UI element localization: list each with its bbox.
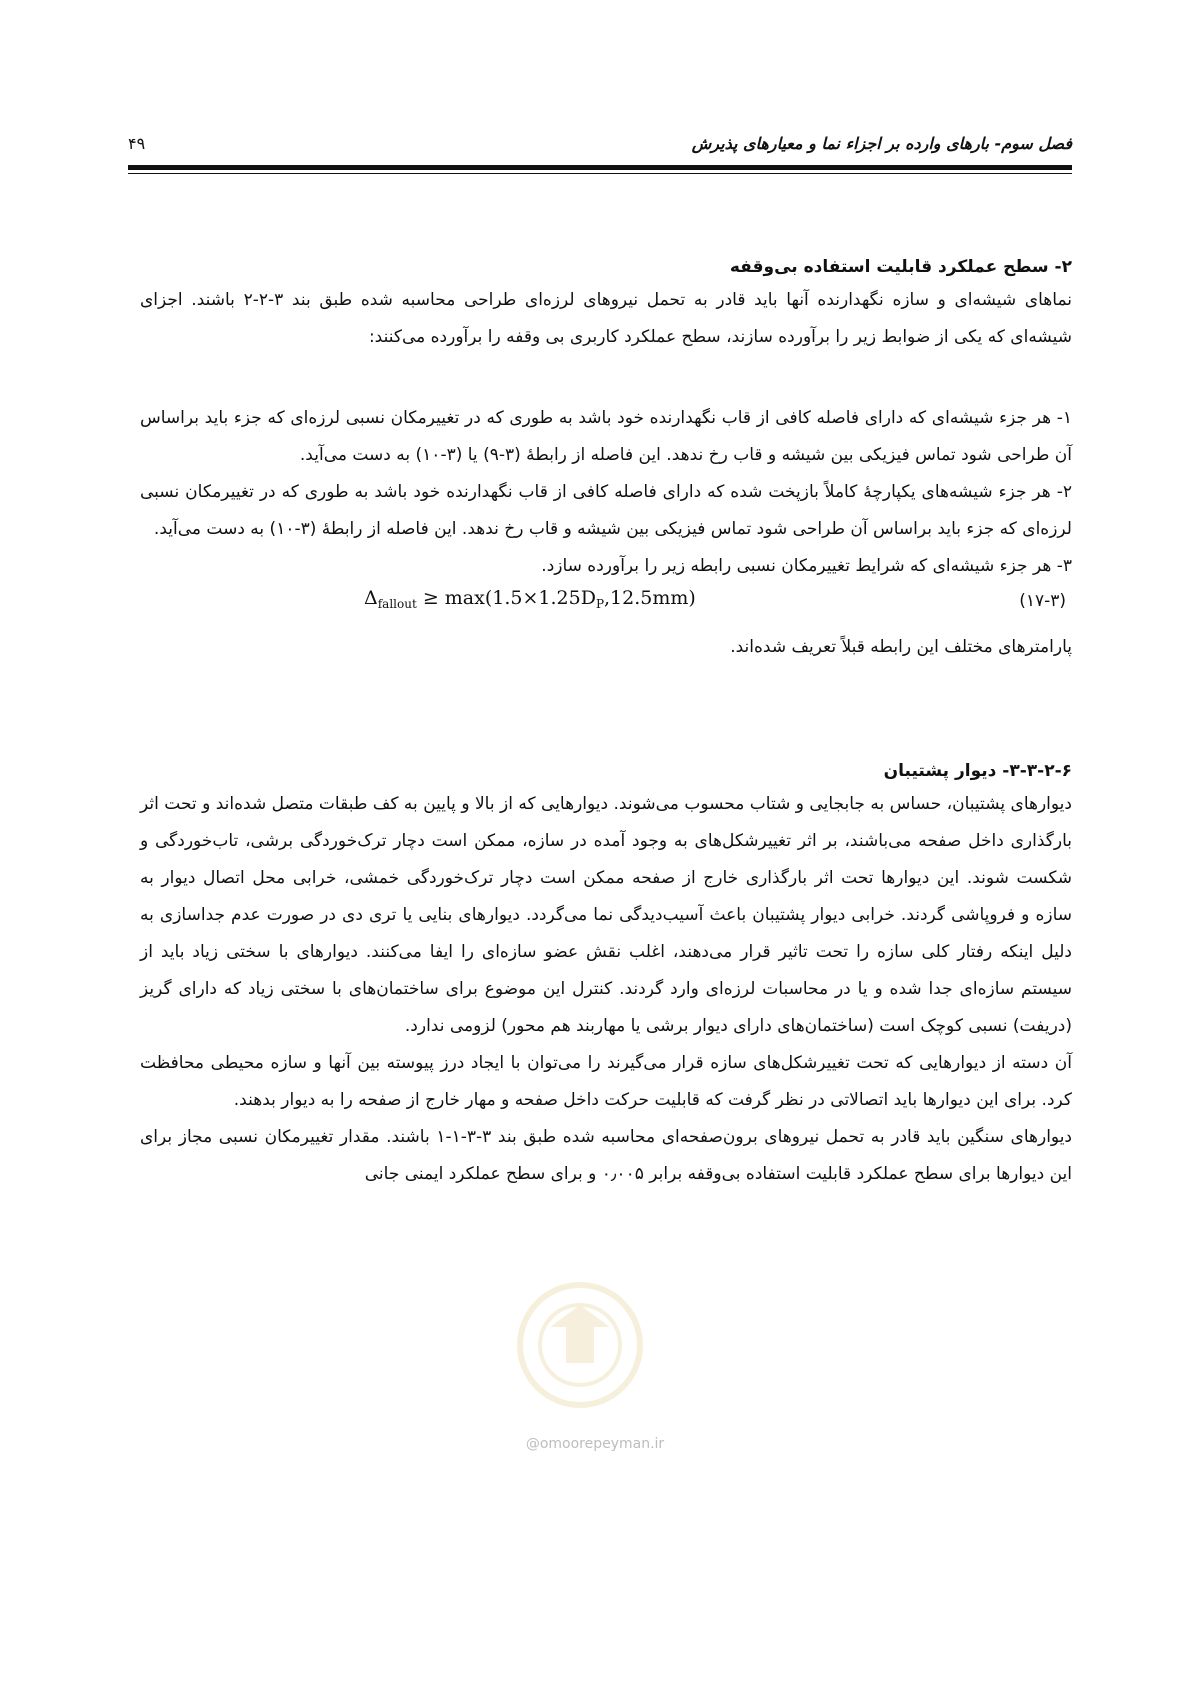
equation-fallout <box>364 587 696 611</box>
section-heading-uninterrupted-use: ۲- سطح عملکرد قابلیت استفاده بی‌وقفه <box>729 257 1072 277</box>
equation-number: (۱۷-۳) <box>1019 591 1066 611</box>
equation-rhs-subscript: P <box>595 597 605 611</box>
watermark-logo <box>470 1275 690 1415</box>
page-header <box>128 120 1072 180</box>
equation-rhs: ≥ max(1.5×1.25D <box>416 587 596 609</box>
equation-row <box>140 585 1072 629</box>
equation-lhs: Δ <box>364 587 378 609</box>
equation-rhs-tail: ,12.5mm) <box>604 587 696 609</box>
paragraph-heavy-walls: دیوارهای سنگین باید قادر به تحمل نیروهای برون‌صفحه‌ای محاسبه شده طبق بند ۳-۳-۱-۱ باشند. مقدار تغییرمکان نسبی مجاز برای این دیوارها برای سطح عملکرد قابلیت استفاده بی‌وقفه برابر ۰٫۰۰۵ و برای سطح عملکرد ایمنی جانی <box>140 1127 1072 1184</box>
page-number: ۴۹ <box>128 134 146 153</box>
paragraph-backup-walls-protection: آن دسته از دیوارهایی که تحت تغییرشکل‌های سازه قرار می‌گیرند را می‌توان با ایجاد درز پیوسته بین آنها و سازه محیطی محافظت کرد. برای این دیوارها باید اتصالاتی در نظر گرفت که قابلیت حرکت داخل صفحه و مهار خارج از صفحه را به دیوار بدهند. <box>140 1053 1072 1110</box>
chapter-title: فصل سوم- بارهای وارده بر اجزاء نما و معیارهای پذیرش <box>691 134 1072 153</box>
page-body <box>140 252 1072 1193</box>
header-rule-thin <box>128 173 1072 174</box>
list-item-2: ۲- هر جزء شیشه‌های یکپارچهٔ کاملاً بازپخت شده که دارای فاصله کافی از قاب نگهدارنده خود باشد به طوری که در تغییرمکان نسبی لرزه‌ای که جزء باید براساس آن طراحی شود تماس فیزیکی بین شیشه و قاب رخ ندهد. این فاصله از رابطهٔ (۳-۱۰) به دست می‌آید. <box>140 482 1072 539</box>
list-item-1: ۱- هر جزء شیشه‌ای که دارای فاصله کافی از قاب نگهدارنده خود باشد به طوری که در تغییرمکان نسبی لرزه‌ای که جزء باید براساس آن طراحی شود تماس فیزیکی بین شیشه و قاب رخ ندهد. این فاصله از رابطهٔ (۳-۹) یا (۳-۱۰) به دست می‌آید. <box>140 408 1072 465</box>
header-rule-thick <box>128 165 1072 170</box>
list-item-3: ۳- هر جزء شیشه‌ای که شرایط تغییرمکان نسبی رابطه زیر را برآورده سازد. <box>541 556 1072 576</box>
paragraph-glass-facades-intro: نماهای شیشه‌ای و سازه نگهدارنده آنها باید قادر به تحمل نیروهای لرزه‌ای طراحی محاسبه شده طبق بند ۳-۲-۲ باشند. اجزای شیشه‌ای که یکی از ضوابط زیر را برآورده سازند، سطح عملکرد کاربری بی وقفه را برآورده می‌کنند: <box>140 290 1073 347</box>
equation-lhs-subscript: fallout <box>377 597 417 611</box>
watermark-text: @omoorepeyman.ir <box>525 1436 665 1452</box>
section-heading-backup-wall: ۳-۳-۲-۶- دیوار پشتیبان <box>883 761 1072 781</box>
paragraph-parameters-note: پارامترهای مختلف این رابطه قبلاً تعریف شده‌اند. <box>730 637 1072 657</box>
paragraph-backup-walls-behavior: دیوارهای پشتیبان، حساس به جابجایی و شتاب محسوب می‌شوند. دیوارهایی که از بالا و پایین به کف طبقات متصل شده‌اند و تحت اثر بارگذاری داخل صفحه می‌باشند، بر اثر تغییرشکل‌های به وجود آمده در سازه، ممکن است دچار ترک‌خوردگی برشی، تاب‌خوردگی و شکست شوند. این دیوارها تحت اثر بارگذاری خارج از صفحه ممکن است دچار ترک‌خوردگی خمشی، خرابی محل اتصال دیوار به سازه و فروپاشی گردند. خرابی دیوار پشتیبان باعث آسیب‌دیدگی نما می‌گردد. دیوارهای بنایی یا تری دی در صورت عدم جداسازی به دلیل اینکه رفتار کلی سازه را تحت تاثیر قرار می‌دهند، اغلب نقش عضو سازه‌ای را ایفا می‌کنند. دیوارهای با سختی زیاد باید از سیستم سازه‌ای جدا شده و یا در محاسبات لرزه‌ای وارد گردند. کنترل این موضوع برای ساختمان‌های با سختی زیاد که دارای گریز (دریفت) نسبی کوچک است (ساختمان‌های دارای دیوار برشی یا مهاربند هم محور) لزومی ندارد. <box>140 794 1072 1036</box>
